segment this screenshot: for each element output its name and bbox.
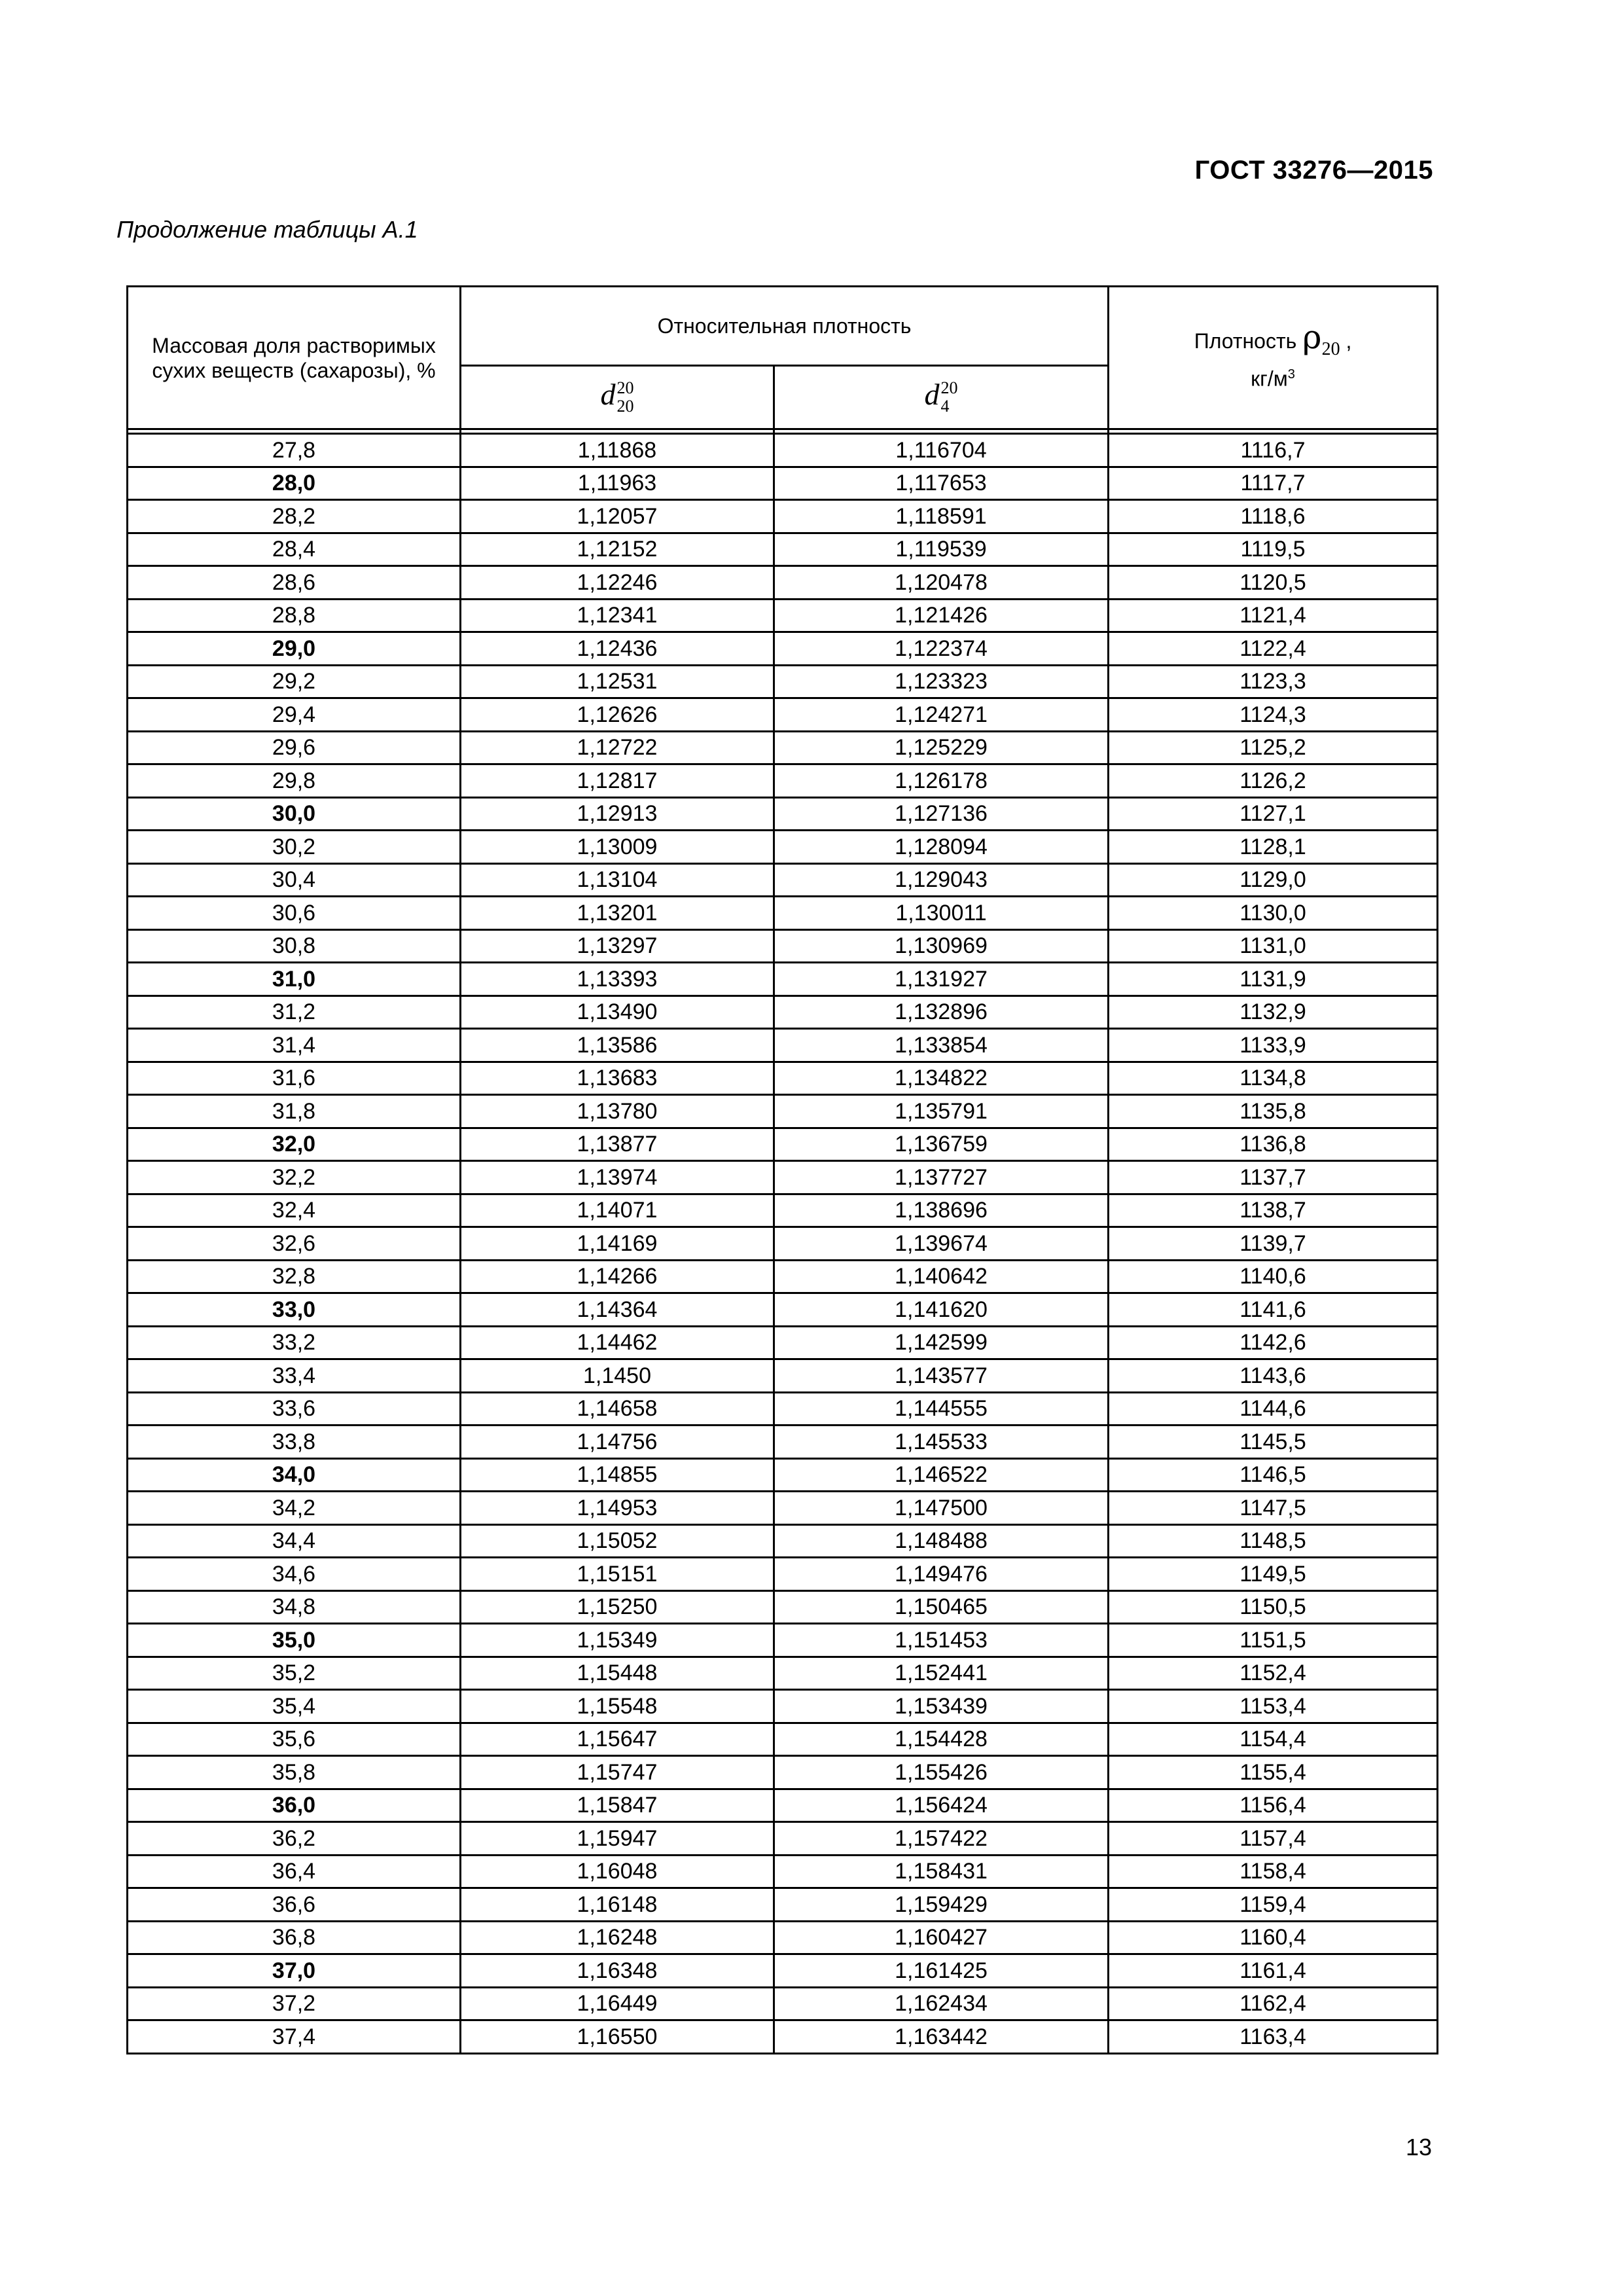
cell-mass-fraction: 36,0 <box>128 1789 461 1822</box>
table-row <box>128 1359 1438 1393</box>
cell-density: 1124,3 <box>1109 698 1438 732</box>
cell-density: 1134,8 <box>1109 1062 1438 1095</box>
cell-d20-20: 1,16248 <box>461 1921 774 1954</box>
cell-mass-fraction: 29,4 <box>128 698 461 732</box>
cell-d20-4: 1,161425 <box>774 1954 1109 1988</box>
cell-d20-20: 1,14266 <box>461 1260 774 1293</box>
cell-mass-fraction: 27,8 <box>128 434 461 467</box>
cell-d20-4: 1,125229 <box>774 731 1109 764</box>
table-row <box>128 1756 1438 1789</box>
cell-d20-4: 1,162434 <box>774 1987 1109 2020</box>
cell-mass-fraction: 33,2 <box>128 1326 461 1359</box>
cell-d20-20: 1,15947 <box>461 1822 774 1856</box>
cell-d20-4: 1,123323 <box>774 665 1109 698</box>
table-row <box>128 533 1438 566</box>
cell-mass-fraction: 37,4 <box>128 2020 461 2054</box>
cell-d20-20: 1,11868 <box>461 434 774 467</box>
table-row <box>128 434 1438 467</box>
cell-density: 1135,8 <box>1109 1095 1438 1128</box>
cell-d20-20: 1,14071 <box>461 1194 774 1227</box>
cell-d20-4: 1,148488 <box>774 1524 1109 1558</box>
cell-d20-4: 1,135791 <box>774 1095 1109 1128</box>
cell-mass-fraction: 34,4 <box>128 1524 461 1558</box>
cell-d20-20: 1,14169 <box>461 1227 774 1261</box>
cell-mass-fraction: 31,4 <box>128 1029 461 1062</box>
cell-density: 1161,4 <box>1109 1954 1438 1988</box>
cell-d20-20: 1,15847 <box>461 1789 774 1822</box>
cell-density: 1121,4 <box>1109 599 1438 632</box>
table-row <box>128 698 1438 732</box>
cell-mass-fraction: 34,8 <box>128 1590 461 1624</box>
cell-density: 1162,4 <box>1109 1987 1438 2020</box>
cell-density: 1125,2 <box>1109 731 1438 764</box>
table-row <box>128 1855 1438 1888</box>
cell-density: 1158,4 <box>1109 1855 1438 1888</box>
cell-d20-4: 1,152441 <box>774 1657 1109 1690</box>
cell-d20-20: 1,15548 <box>461 1690 774 1723</box>
cell-d20-4: 1,122374 <box>774 632 1109 666</box>
cell-density: 1152,4 <box>1109 1657 1438 1690</box>
table-body <box>128 429 1438 2054</box>
cell-density: 1140,6 <box>1109 1260 1438 1293</box>
cell-density: 1133,9 <box>1109 1029 1438 1062</box>
cell-mass-fraction: 29,2 <box>128 665 461 698</box>
table-row <box>128 1227 1438 1261</box>
cell-d20-4: 1,158431 <box>774 1855 1109 1888</box>
rho-subscript: 20 <box>1321 338 1340 359</box>
cell-d20-4: 1,156424 <box>774 1789 1109 1822</box>
d20-20-base: d <box>600 377 616 411</box>
cell-density: 1150,5 <box>1109 1590 1438 1624</box>
header-relative-density: Относительная плотность <box>461 287 1109 366</box>
cell-d20-20: 1,13009 <box>461 831 774 864</box>
cell-d20-20: 1,16148 <box>461 1888 774 1922</box>
cell-d20-20: 1,16048 <box>461 1855 774 1888</box>
cell-density: 1141,6 <box>1109 1293 1438 1327</box>
cell-mass-fraction: 28,6 <box>128 566 461 600</box>
cell-mass-fraction: 33,8 <box>128 1426 461 1459</box>
density-comma: , <box>1346 329 1352 353</box>
cell-density: 1159,4 <box>1109 1888 1438 1922</box>
cell-mass-fraction: 34,2 <box>128 1492 461 1525</box>
cell-d20-4: 1,130011 <box>774 897 1109 930</box>
density-label: Плотность <box>1194 329 1297 353</box>
cell-d20-4: 1,118591 <box>774 500 1109 533</box>
cell-mass-fraction: 36,8 <box>128 1921 461 1954</box>
cell-d20-20: 1,13393 <box>461 963 774 996</box>
cell-d20-4: 1,154428 <box>774 1723 1109 1756</box>
cell-d20-4: 1,116704 <box>774 434 1109 467</box>
cell-d20-20: 1,13780 <box>461 1095 774 1128</box>
d20-4-base: d <box>924 377 940 411</box>
cell-d20-20: 1,15052 <box>461 1524 774 1558</box>
cell-d20-4: 1,142599 <box>774 1326 1109 1359</box>
cell-d20-4: 1,140642 <box>774 1260 1109 1293</box>
cell-mass-fraction: 32,6 <box>128 1227 461 1261</box>
separator-cell <box>1109 429 1438 434</box>
cell-d20-20: 1,13104 <box>461 863 774 897</box>
cell-d20-20: 1,12057 <box>461 500 774 533</box>
cell-d20-4: 1,147500 <box>774 1492 1109 1525</box>
cell-mass-fraction: 30,2 <box>128 831 461 864</box>
cell-mass-fraction: 34,0 <box>128 1458 461 1492</box>
cell-d20-4: 1,150465 <box>774 1590 1109 1624</box>
table-row <box>128 831 1438 864</box>
cell-d20-20: 1,12246 <box>461 566 774 600</box>
cell-mass-fraction: 35,8 <box>128 1756 461 1789</box>
cell-d20-4: 1,133854 <box>774 1029 1109 1062</box>
cell-mass-fraction: 35,2 <box>128 1657 461 1690</box>
cell-d20-20: 1,15349 <box>461 1624 774 1657</box>
cell-mass-fraction: 28,8 <box>128 599 461 632</box>
cell-density: 1156,4 <box>1109 1789 1438 1822</box>
cell-d20-20: 1,16348 <box>461 1954 774 1988</box>
cell-density: 1118,6 <box>1109 500 1438 533</box>
cell-mass-fraction: 31,6 <box>128 1062 461 1095</box>
cell-density: 1123,3 <box>1109 665 1438 698</box>
cell-density: 1160,4 <box>1109 1921 1438 1954</box>
cell-d20-4: 1,132896 <box>774 996 1109 1029</box>
cell-d20-20: 1,12913 <box>461 797 774 831</box>
cell-d20-4: 1,153439 <box>774 1690 1109 1723</box>
density-table <box>126 285 1438 2054</box>
cell-d20-4: 1,117653 <box>774 467 1109 500</box>
cell-density: 1130,0 <box>1109 897 1438 930</box>
cell-mass-fraction: 29,0 <box>128 632 461 666</box>
cell-d20-20: 1,13974 <box>461 1161 774 1194</box>
cell-density: 1139,7 <box>1109 1227 1438 1261</box>
cell-d20-4: 1,139674 <box>774 1227 1109 1261</box>
table-row <box>128 1524 1438 1558</box>
cell-d20-4: 1,129043 <box>774 863 1109 897</box>
cell-d20-20: 1,13490 <box>461 996 774 1029</box>
cell-density: 1138,7 <box>1109 1194 1438 1227</box>
cell-density: 1146,5 <box>1109 1458 1438 1492</box>
table-row <box>128 897 1438 930</box>
cell-density: 1163,4 <box>1109 2020 1438 2054</box>
cell-density: 1153,4 <box>1109 1690 1438 1723</box>
cell-d20-4: 1,141620 <box>774 1293 1109 1327</box>
cell-d20-20: 1,12722 <box>461 731 774 764</box>
header-mass-fraction: Массовая доля растворимых сухих веществ (сахарозы), % <box>128 287 461 429</box>
table-row <box>128 1690 1438 1723</box>
table-row <box>128 1789 1438 1822</box>
cell-d20-4: 1,119539 <box>774 533 1109 566</box>
cell-density: 1132,9 <box>1109 996 1438 1029</box>
cell-density: 1127,1 <box>1109 797 1438 831</box>
d20-4-sub: 4 <box>940 397 950 416</box>
cell-d20-4: 1,146522 <box>774 1458 1109 1492</box>
cell-density: 1122,4 <box>1109 632 1438 666</box>
cell-d20-20: 1,15448 <box>461 1657 774 1690</box>
header-d20-20 <box>461 366 774 429</box>
table-row <box>128 797 1438 831</box>
cell-mass-fraction: 28,4 <box>128 533 461 566</box>
cell-d20-20: 1,16550 <box>461 2020 774 2054</box>
cell-mass-fraction: 35,4 <box>128 1690 461 1723</box>
cell-d20-4: 1,155426 <box>774 1756 1109 1789</box>
d20-20-sub: 20 <box>616 397 634 416</box>
cell-d20-4: 1,143577 <box>774 1359 1109 1393</box>
cell-density: 1126,2 <box>1109 764 1438 798</box>
cell-d20-20: 1,12341 <box>461 599 774 632</box>
cell-d20-4: 1,134822 <box>774 1062 1109 1095</box>
cell-density: 1119,5 <box>1109 533 1438 566</box>
table-row <box>128 467 1438 500</box>
table-row <box>128 500 1438 533</box>
cell-density: 1145,5 <box>1109 1426 1438 1459</box>
cell-mass-fraction: 28,2 <box>128 500 461 533</box>
table-row <box>128 1293 1438 1327</box>
cell-mass-fraction: 35,6 <box>128 1723 461 1756</box>
table-row <box>128 963 1438 996</box>
table-row <box>128 863 1438 897</box>
d20-20-sup: 20 <box>616 378 634 397</box>
cell-d20-4: 1,138696 <box>774 1194 1109 1227</box>
cell-d20-4: 1,131927 <box>774 963 1109 996</box>
table-row <box>128 1029 1438 1062</box>
table-row <box>128 599 1438 632</box>
cell-d20-4: 1,136759 <box>774 1128 1109 1161</box>
table-caption: Продолжение таблицы А.1 <box>116 216 418 243</box>
cell-d20-20: 1,13877 <box>461 1128 774 1161</box>
cell-mass-fraction: 31,8 <box>128 1095 461 1128</box>
cell-d20-20: 1,14953 <box>461 1492 774 1525</box>
rho-symbol: ρ <box>1302 317 1322 356</box>
cell-d20-20: 1,1450 <box>461 1359 774 1393</box>
density-unit: кг/м <box>1251 367 1288 391</box>
cell-d20-20: 1,13297 <box>461 929 774 963</box>
cell-density: 1137,7 <box>1109 1161 1438 1194</box>
cell-mass-fraction: 33,6 <box>128 1392 461 1426</box>
cell-d20-20: 1,13201 <box>461 897 774 930</box>
cell-density: 1149,5 <box>1109 1558 1438 1591</box>
table-row <box>128 1888 1438 1922</box>
cell-density: 1136,8 <box>1109 1128 1438 1161</box>
cell-d20-20: 1,13683 <box>461 1062 774 1095</box>
cell-density: 1157,4 <box>1109 1822 1438 1856</box>
cell-mass-fraction: 33,4 <box>128 1359 461 1393</box>
cell-mass-fraction: 32,2 <box>128 1161 461 1194</box>
cell-d20-20: 1,14756 <box>461 1426 774 1459</box>
table-row <box>128 1392 1438 1426</box>
cell-d20-20: 1,16449 <box>461 1987 774 2020</box>
cell-d20-4: 1,159429 <box>774 1888 1109 1922</box>
table-row <box>128 929 1438 963</box>
cell-density: 1131,9 <box>1109 963 1438 996</box>
cell-d20-4: 1,137727 <box>774 1161 1109 1194</box>
cell-d20-20: 1,13586 <box>461 1029 774 1062</box>
separator-cell <box>774 429 1109 434</box>
cell-density: 1131,0 <box>1109 929 1438 963</box>
cell-d20-20: 1,12626 <box>461 698 774 732</box>
cell-mass-fraction: 35,0 <box>128 1624 461 1657</box>
table-row <box>128 1492 1438 1525</box>
cell-d20-4: 1,124271 <box>774 698 1109 732</box>
cell-d20-20: 1,15151 <box>461 1558 774 1591</box>
cell-mass-fraction: 30,0 <box>128 797 461 831</box>
table-row <box>128 764 1438 798</box>
cell-density: 1129,0 <box>1109 863 1438 897</box>
page-number: 13 <box>1405 2134 1432 2161</box>
cell-density: 1120,5 <box>1109 566 1438 600</box>
table-row <box>128 1426 1438 1459</box>
header-separator <box>128 429 1438 434</box>
cell-mass-fraction: 30,4 <box>128 863 461 897</box>
cell-d20-20: 1,15747 <box>461 1756 774 1789</box>
cell-mass-fraction: 29,6 <box>128 731 461 764</box>
cell-d20-20: 1,14462 <box>461 1326 774 1359</box>
table-row <box>128 1590 1438 1624</box>
cell-density: 1155,4 <box>1109 1756 1438 1789</box>
table-row <box>128 665 1438 698</box>
cell-mass-fraction: 30,8 <box>128 929 461 963</box>
cell-d20-20: 1,14364 <box>461 1293 774 1327</box>
header-d20-4 <box>774 366 1109 429</box>
cell-mass-fraction: 32,8 <box>128 1260 461 1293</box>
table-row <box>128 1458 1438 1492</box>
table-row <box>128 1260 1438 1293</box>
cell-d20-20: 1,12531 <box>461 665 774 698</box>
document-code: ГОСТ 33276—2015 <box>1194 156 1433 185</box>
cell-d20-20: 1,12817 <box>461 764 774 798</box>
cell-density: 1142,6 <box>1109 1326 1438 1359</box>
cell-density: 1147,5 <box>1109 1492 1438 1525</box>
separator-cell <box>461 429 774 434</box>
cell-density: 1116,7 <box>1109 434 1438 467</box>
cell-d20-4: 1,149476 <box>774 1558 1109 1591</box>
cell-d20-20: 1,15250 <box>461 1590 774 1624</box>
d20-4-sup: 20 <box>940 378 958 397</box>
cell-d20-4: 1,160427 <box>774 1921 1109 1954</box>
cell-density: 1117,7 <box>1109 467 1438 500</box>
cell-d20-20: 1,15647 <box>461 1723 774 1756</box>
table-row <box>128 1624 1438 1657</box>
cell-d20-4: 1,127136 <box>774 797 1109 831</box>
cell-d20-20: 1,14855 <box>461 1458 774 1492</box>
cell-density: 1148,5 <box>1109 1524 1438 1558</box>
cell-mass-fraction: 31,0 <box>128 963 461 996</box>
cell-mass-fraction: 36,6 <box>128 1888 461 1922</box>
table-row <box>128 1194 1438 1227</box>
header-density <box>1109 287 1438 429</box>
cell-mass-fraction: 37,2 <box>128 1987 461 2020</box>
cell-mass-fraction: 32,0 <box>128 1128 461 1161</box>
cell-mass-fraction: 33,0 <box>128 1293 461 1327</box>
table-row <box>128 996 1438 1029</box>
cell-density: 1143,6 <box>1109 1359 1438 1393</box>
table-row <box>128 1558 1438 1591</box>
table-row <box>128 1128 1438 1161</box>
cell-d20-4: 1,157422 <box>774 1822 1109 1856</box>
cell-d20-4: 1,151453 <box>774 1624 1109 1657</box>
cell-d20-4: 1,128094 <box>774 831 1109 864</box>
cell-mass-fraction: 32,4 <box>128 1194 461 1227</box>
cell-density: 1128,1 <box>1109 831 1438 864</box>
cell-mass-fraction: 31,2 <box>128 996 461 1029</box>
cell-d20-4: 1,144555 <box>774 1392 1109 1426</box>
cell-d20-20: 1,11963 <box>461 467 774 500</box>
cell-mass-fraction: 36,4 <box>128 1855 461 1888</box>
table-row <box>128 566 1438 600</box>
table-row <box>128 1954 1438 1988</box>
cell-d20-4: 1,130969 <box>774 929 1109 963</box>
table-row <box>128 2020 1438 2054</box>
cell-density: 1144,6 <box>1109 1392 1438 1426</box>
table-row <box>128 731 1438 764</box>
table-row <box>128 1921 1438 1954</box>
cell-mass-fraction: 29,8 <box>128 764 461 798</box>
cell-mass-fraction: 37,0 <box>128 1954 461 1988</box>
table-row <box>128 1161 1438 1194</box>
cell-density: 1154,4 <box>1109 1723 1438 1756</box>
cell-mass-fraction: 28,0 <box>128 467 461 500</box>
table-row <box>128 1326 1438 1359</box>
table-header <box>128 287 1438 429</box>
cell-d20-20: 1,12152 <box>461 533 774 566</box>
cell-d20-20: 1,14658 <box>461 1392 774 1426</box>
cell-d20-4: 1,120478 <box>774 566 1109 600</box>
cell-density: 1151,5 <box>1109 1624 1438 1657</box>
cell-mass-fraction: 30,6 <box>128 897 461 930</box>
cell-d20-4: 1,121426 <box>774 599 1109 632</box>
cell-d20-4: 1,145533 <box>774 1426 1109 1459</box>
table-row <box>128 1723 1438 1756</box>
table-row <box>128 1657 1438 1690</box>
cell-mass-fraction: 34,6 <box>128 1558 461 1591</box>
cell-d20-20: 1,12436 <box>461 632 774 666</box>
cell-mass-fraction: 36,2 <box>128 1822 461 1856</box>
table-row <box>128 632 1438 666</box>
cell-d20-4: 1,126178 <box>774 764 1109 798</box>
density-unit-exponent: 3 <box>1287 367 1295 382</box>
table-row <box>128 1987 1438 2020</box>
table-row <box>128 1822 1438 1856</box>
table-row <box>128 1062 1438 1095</box>
table-row <box>128 1095 1438 1128</box>
separator-cell <box>128 429 461 434</box>
cell-d20-4: 1,163442 <box>774 2020 1109 2054</box>
